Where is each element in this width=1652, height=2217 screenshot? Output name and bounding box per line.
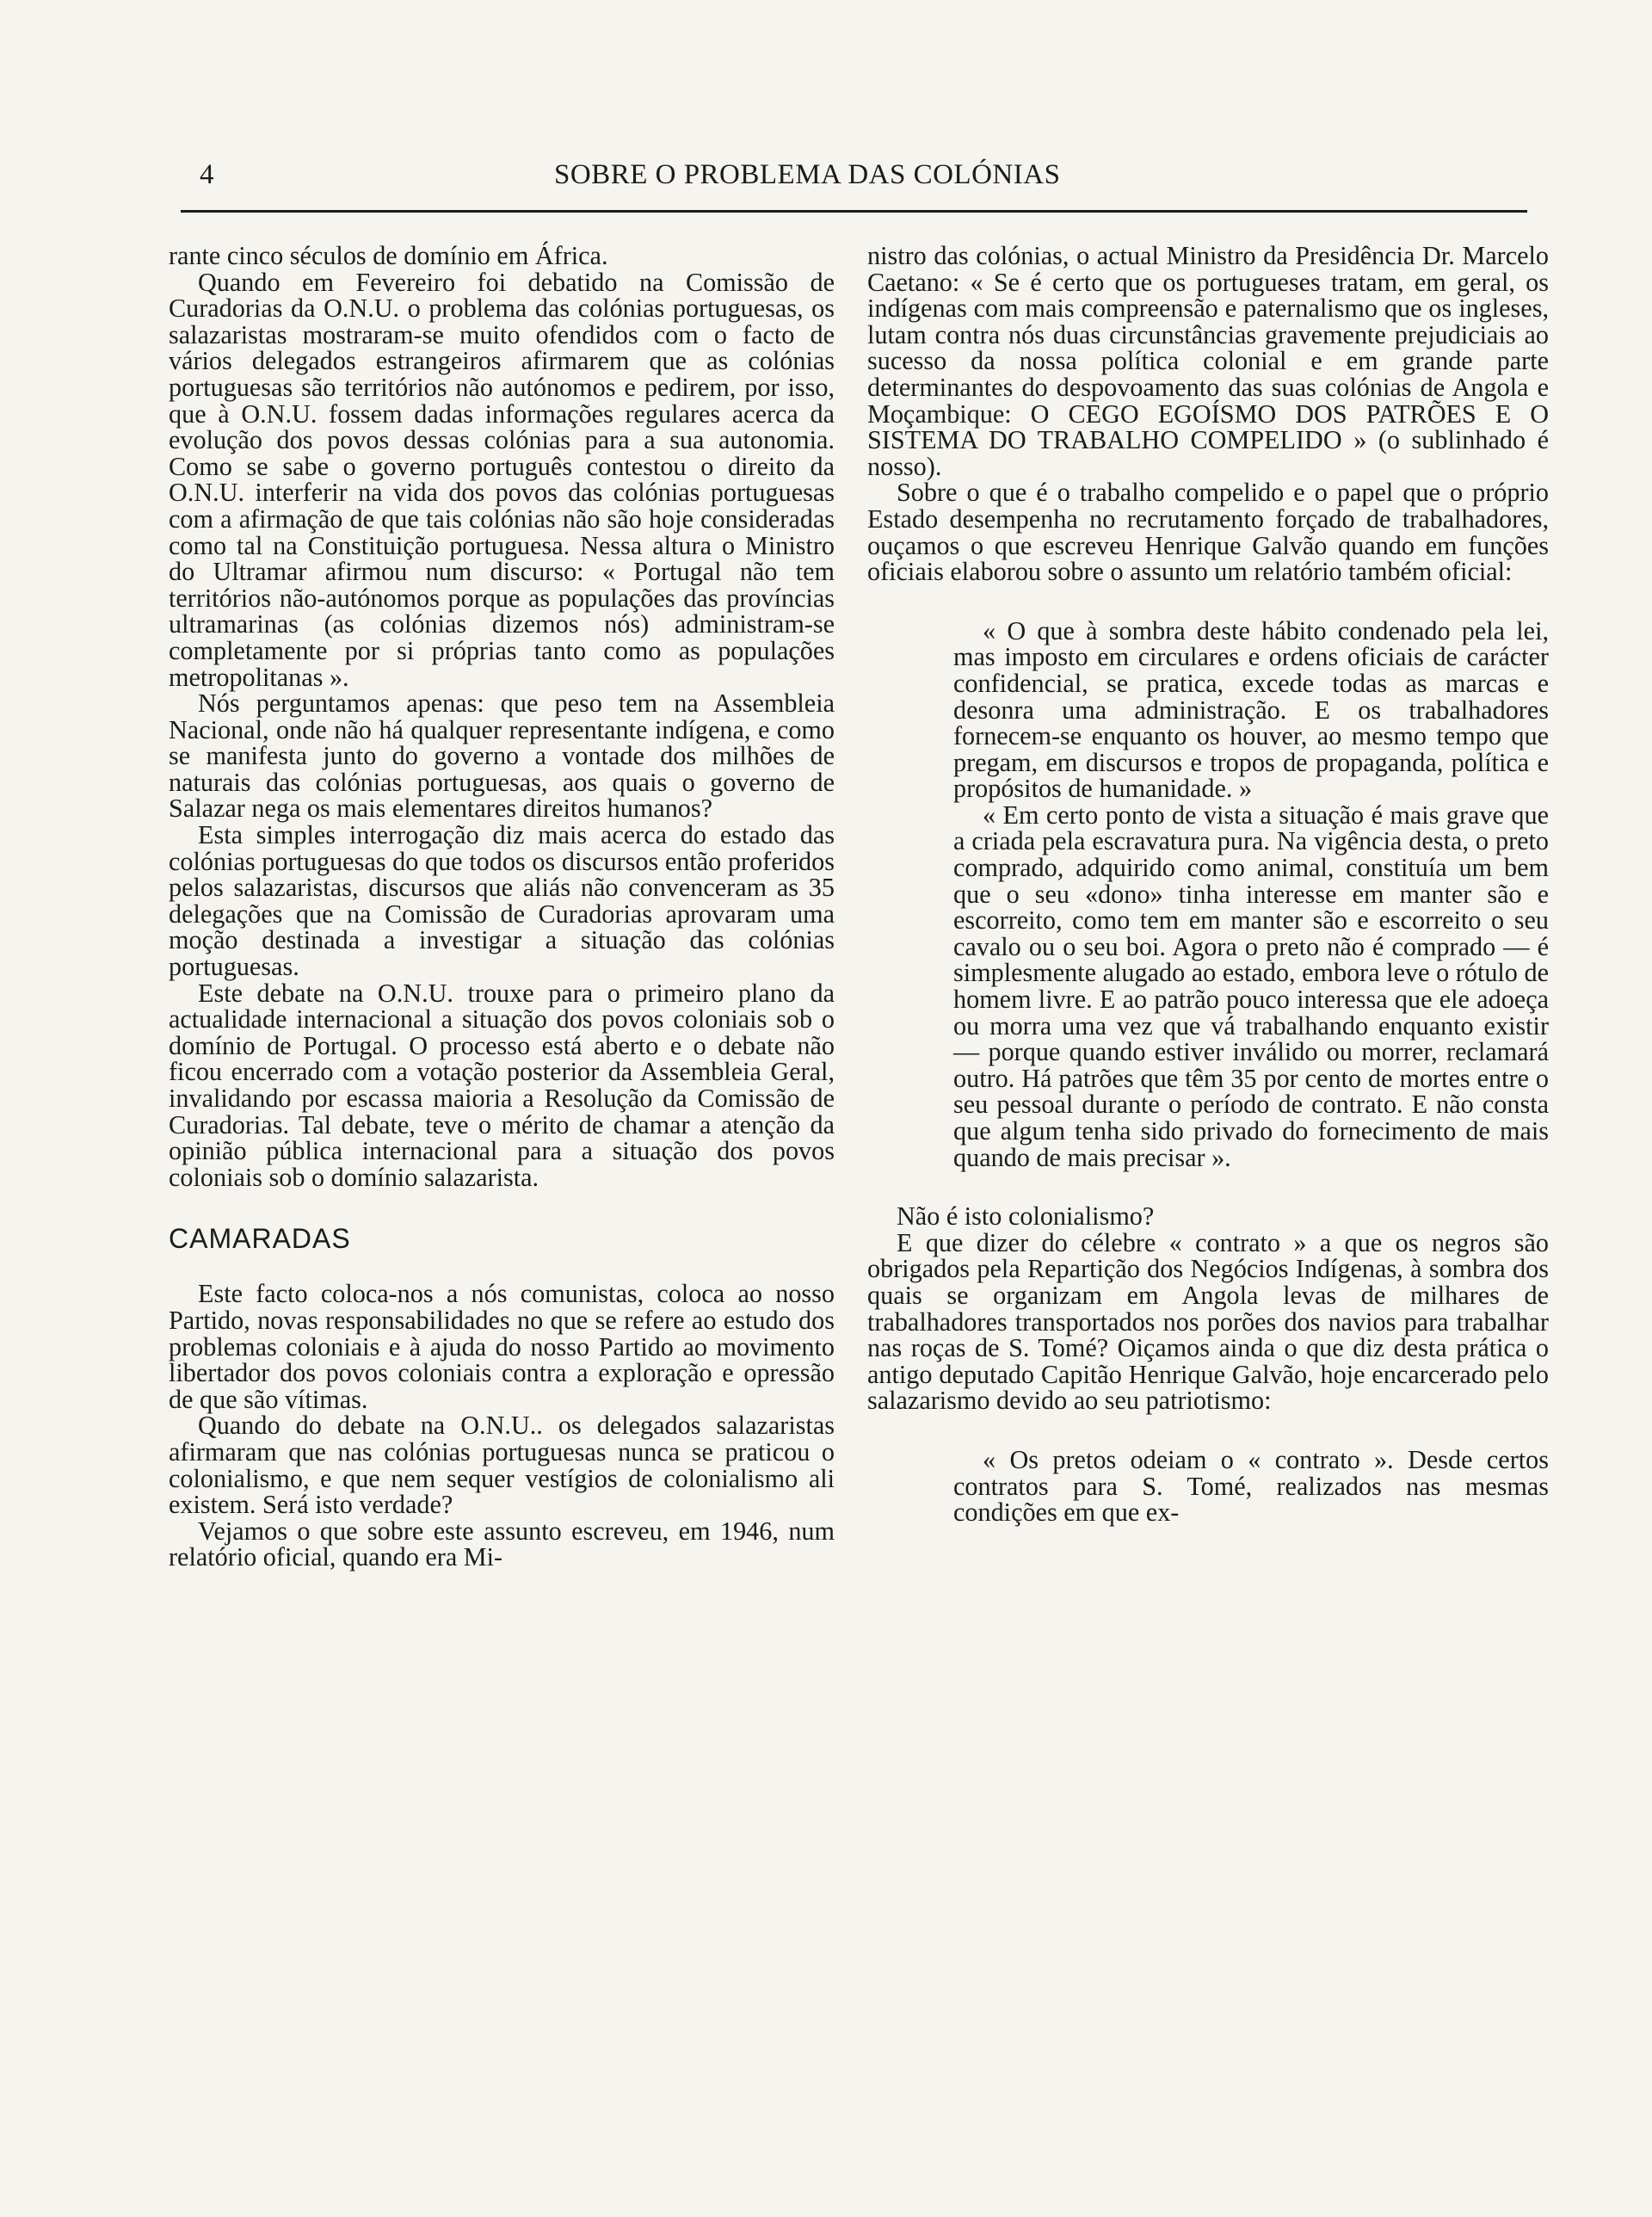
paragraph: Vejamos o que sobre este assunto escreveu, em 1946, num relatório oficial, quando era Mi- [169, 1516, 835, 1572]
paragraph: Este debate na O.N.U. trouxe para o primeiro plano da actualidade internacional a situação dos povos coloniais sob o domínio de Portugal. O processo está aberto e o debate não ficou encerrado com a votação posterior da Assembleia Geral, invalidando por escassa maioria a Resolução da Comissão de Curadorias. Tal debate, teve o mérito de chamar a atenção da opinião pública internacional para a situação dos povos coloniais sob o domínio salazarista. [169, 978, 835, 1192]
paragraph: E que dizer do célebre « contrato » a que os negros são obrigados pela Repartição dos Negócios Indígenas, à sombra dos quais se organizam em Angola levas de milhares de trabalhadores transportados nos porões dos navios para trabalhar nas roças de S. Tomé? Oiçamos ainda o que diz desta prática o antigo deputado Capitão Henrique Galvão, hoje encarcerado pelo salazarismo devido ao seu patriotismo: [867, 1227, 1549, 1416]
paragraph: Quando em Fevereiro foi debatido na Comissão de Curadorias da O.N.U. o problema das colónias portuguesas, os salazaristas mostraram-se muito ofendidos com o facto de vários delegados estrangeiros afirmarem que as colónias portuguesas são territórios não autónomos e pedirem, por isso, que à O.N.U. fossem dadas informações regulares acerca da evolução dos povos dessas colónias para a sua autonomia. Como se sabe o governo português contestou o direito da O.N.U. interferir na vida dos povos das colónias portuguesas com a afirmação de que tais colónias não são hoje consideradas como tal na Constituição portuguesa. Nessa altura o Ministro do Ultramar afirmou num discurso: « Portugal não tem territórios não-autónomos porque as populações das províncias ultramarinas (as colónias dizemos nós) administram-se completamente por si próprias tanto como as populações metropolitanas ». [169, 267, 835, 692]
quote-paragraph: « O que à sombra deste hábito condenado pela lei, mas imposto em circulares e ordens oficiais de carácter confidencial, se pratica, excede todas as marcas e desonra uma administração. E os trabalhadores fornecem-se enquanto os houver, ao mesmo tempo que pregam, em discursos e tropos de propaganda, política e propósitos de humanidade. » [953, 615, 1549, 804]
paragraph: Este facto coloca-nos a nós comunistas, coloca ao nosso Partido, novas responsabilidades no que se refere ao estudo dos problemas coloniais e à ajuda do nosso Partido ao movimento libertador dos povos coloniais contra a exploração e opressão de que são vítimas. [169, 1279, 835, 1414]
page-number: 4 [200, 159, 214, 190]
paragraph: Sobre o que é o trabalho compelido e o papel que o próprio Estado desempenha no recrutamento forçado de trabalhadores, ouçamos o que escreveu Henrique Galvão quando em funções oficiais elaborou sobre o assunto um relatório também oficial: [867, 478, 1549, 587]
block-quote [867, 1444, 1549, 1528]
section-heading: CAMARADAS [169, 1223, 351, 1255]
paragraph: rante cinco séculos de domínio em África. [169, 241, 608, 270]
paragraph: Nós perguntamos apenas: que peso tem na Assembleia Nacional, onde não há qualquer representante indígena, e como se manifesta junto do governo a vontade dos milhões de naturais das colónias portuguesas, aos quais o governo de Salazar nega os mais elementares direitos humanos? [169, 689, 835, 824]
quote-paragraph: « Os pretos odeiam o « contrato ». Desde certos contratos para S. Tomé, realizados nas mesmas condições em que ex- [953, 1444, 1549, 1528]
header-rule [181, 210, 1527, 213]
page-header [200, 159, 1533, 211]
paragraph: nistro das colónias, o actual Ministro da Presidência Dr. Marcelo Caetano: « Se é certo que os portugueses tratam, em geral, os indígenas com mais compreensão e paternalismo que os ingleses, lutam contra nós duas circunstâncias gravemente prejudiciais ao sucesso da nossa política colonial e em grande parte determinantes do despovoamento das suas colónias de Angola e Moçambique: O CEGO EGOÍSMO DOS PATRÕES E O SISTEMA DO TRABALHO COMPELIDO » (o sublinhado é nosso). [867, 241, 1549, 481]
quote-paragraph: « Em certo ponto de vista a situação é mais grave que a criada pela escravatura pura. Na vigência desta, o preto comprado, adquirido como animal, constituía um bem que o seu «dono» tinha interesse em manter são e escorreito, como tem em manter são e escorreito o seu cavalo ou o seu boi. Agora o preto não é comprado — é simplesmente alugado ao estado, embora leve o rótulo de homem livre. E ao patrão pouco interessa que ele adoeça ou morra uma vez que vá trabalhando enquanto existir — porque quando estiver inválido ou morrer, reclamará outro. Há patrões que têm 35 por cento de mortes entre o seu pessoal durante o período de contrato. E não consta que algum tenha sido privado do fornecimento de mais quando de mais precisar ». [953, 800, 1549, 1172]
paragraph: Quando do debate na O.N.U.. os delegados salazaristas afirmaram que nas colónias portuguesas nunca se praticou o colonialismo, e que nem sequer vestígios de colonialismo ali existem. Será isto verdade? [169, 1411, 835, 1520]
paragraph: Esta simples interrogação diz mais acerca do estado das colónias portuguesas do que todos os discursos então proferidos pelos salazaristas, discursos que aliás não convenceram as 35 delegações que na Comissão de Curadorias aprovaram uma moção destinada a investigar a situação das colónias portuguesas. [169, 820, 835, 982]
running-title: SOBRE O PROBLEMA DAS COLÓNIAS [554, 159, 1061, 190]
block-quote [867, 615, 1549, 1172]
left-column [169, 243, 835, 1571]
paragraph: Não é isto colonialismo? [897, 1201, 1155, 1232]
right-column [867, 243, 1549, 1526]
